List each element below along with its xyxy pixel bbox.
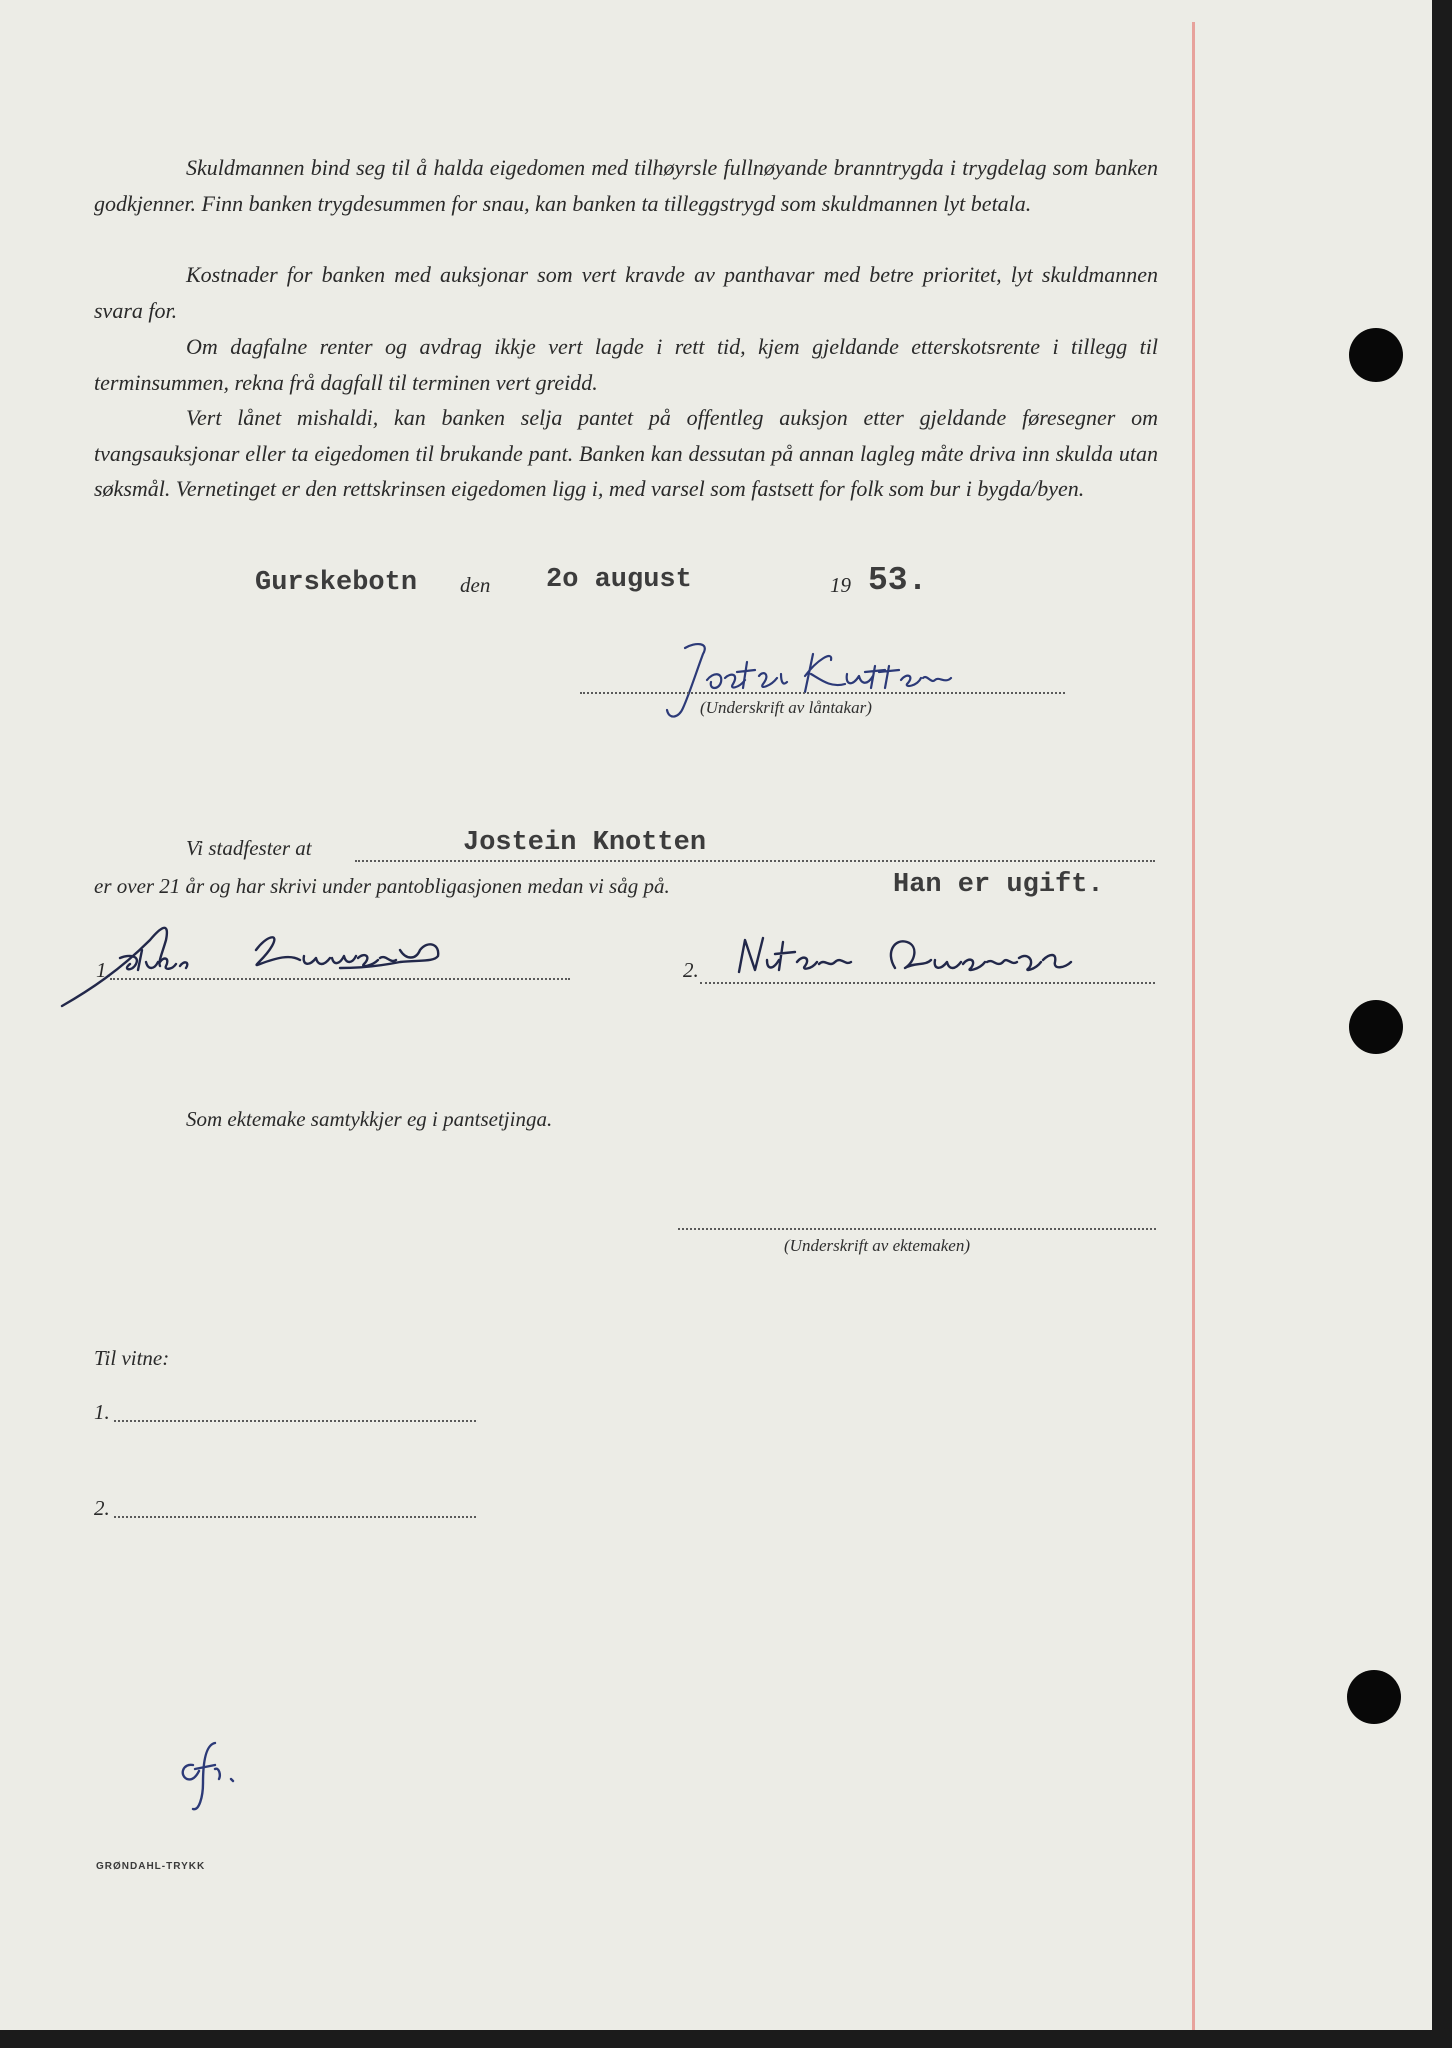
- paragraph-costs: Kostnader for banken med auksjonar som vert kravde av panthavar med betre prioritet, lyt skuldmannen svara for.: [94, 262, 1158, 323]
- date-value: 2o august: [546, 565, 692, 595]
- witness1-number: 1.: [96, 958, 112, 982]
- binder-hole-top: [1349, 328, 1403, 382]
- margin-rule: [1192, 22, 1195, 2030]
- til-vitne-label: Til vitne:: [94, 1346, 170, 1370]
- year-prefix: 19: [830, 573, 851, 597]
- spouse-caption: (Underskrift av ektemaken): [784, 1236, 970, 1255]
- printer-mark: GRØNDAHL-TRYKK: [96, 1861, 206, 1872]
- confirm-label: Vi stadfester at: [186, 836, 312, 860]
- paragraph-interest: Om dagfalne renter og avdrag ikkje vert lagde i rett tid, kjem gjeldande etterskotsrente i tillegg til terminsummen, rekna frå dagfall til terminen vert greidd.: [94, 334, 1158, 395]
- vitne1-number: 1.: [94, 1400, 110, 1424]
- binder-hole-middle: [1349, 1000, 1403, 1054]
- initials-mark: [175, 1735, 245, 1815]
- witness2-number: 2.: [683, 958, 699, 982]
- binder-hole-bottom: [1347, 1670, 1401, 1724]
- vitne2-line: [114, 1516, 476, 1518]
- paragraph-insurance: Skuldmannen bind seg til å halda eigedomen med tilhøyrsle fullnøyande branntrygda i trygdelag som banken godkjenner. Finn banken trygdesummen for snau, kan banken ta tilleggstrygd som skuldmannen lyt betala.: [94, 155, 1158, 216]
- den-label: den: [460, 573, 491, 597]
- confirmed-name: Jostein Knotten: [463, 828, 707, 858]
- spouse-consent: Som ektemake samtykkjer eg i pantsetjinga.: [186, 1107, 553, 1131]
- confirm-text: er over 21 år og har skrivi under pantobligasjonen medan vi såg på.: [94, 874, 670, 898]
- year-suffix: 53.: [868, 562, 928, 599]
- witness2-line: [700, 982, 1155, 984]
- marital-status: Han er ugift.: [893, 870, 1104, 900]
- spouse-signature-line: [678, 1228, 1156, 1230]
- witness2-signature: [735, 932, 1085, 982]
- place-name: Gurskebotn: [255, 568, 418, 598]
- confirm-name-line: [355, 860, 1155, 862]
- borrower-signature-line: [580, 692, 1065, 694]
- paragraph-default: Vert lånet mishaldi, kan banken selja pantet på offentleg auksjon etter gjeldande føresegner om tvangsauksjonar eller ta eigedomen til brukande pant. Banken kan dessutan på annan lagleg måte driva inn skulda utan søksmål. Vernetinget er den rettskrinsen eigedomen ligg i, med varsel som fastsett for folk som bur i bygda/byen.: [94, 405, 1158, 501]
- vitne1-line: [114, 1420, 476, 1422]
- vitne2-number: 2.: [94, 1496, 110, 1520]
- witness1-signature: [60, 910, 500, 1010]
- borrower-caption: (Underskrift av låntakar): [700, 698, 872, 717]
